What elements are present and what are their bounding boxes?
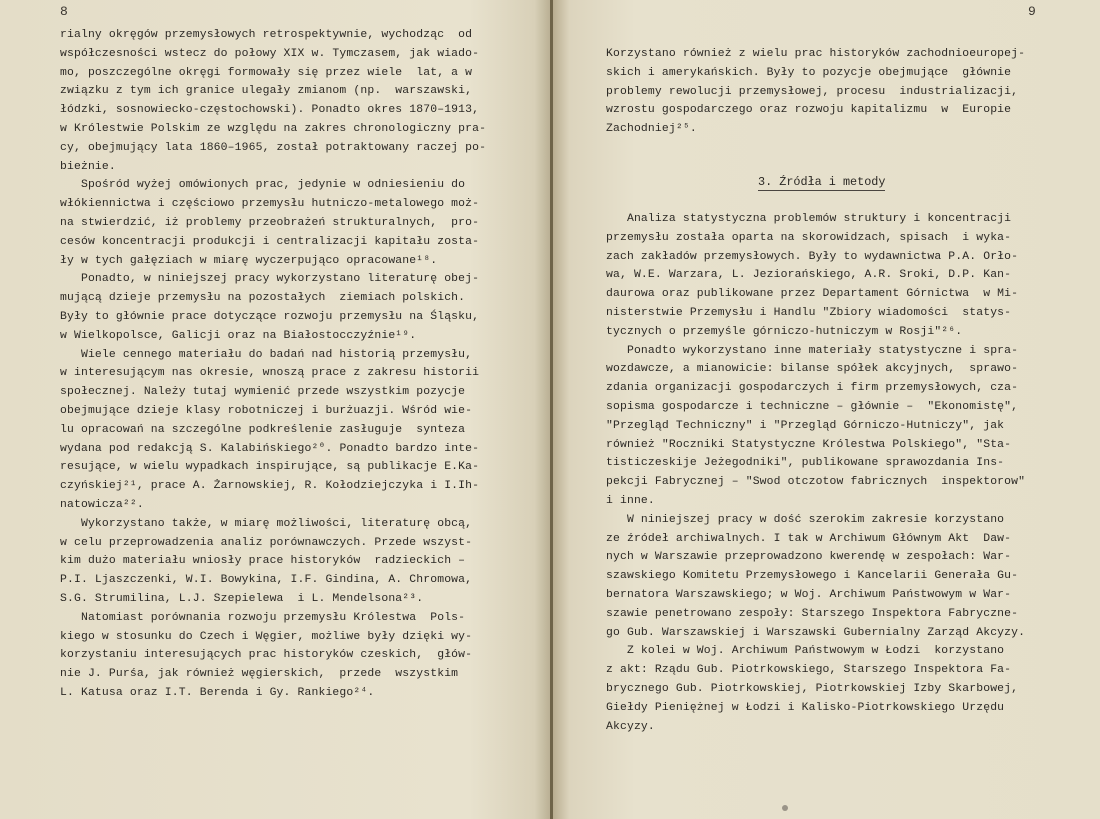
text-line: natowicza²².	[60, 498, 144, 511]
text-line: pekcji Fabrycznej – "Swod otczotow fabricznych inspektorow"	[606, 476, 1026, 489]
page-number: 9	[1028, 4, 1036, 19]
text-line: Spośród wyżej omówionych prac, jedynie w odniesieniu do	[60, 179, 466, 192]
text-line: Korzystano również z wielu prac historyków zachodnioeuropej-	[606, 48, 1026, 60]
section-heading: 3. Źródła i metody	[758, 175, 886, 189]
text-line: nisterstwie Przemysłu i Handlu "Zbiory wiadomości statys-	[606, 306, 1012, 319]
binding-dot	[782, 805, 788, 811]
text-line: resujące, w wielu wypadkach inspirujące, są publikacje E.Ka-	[60, 461, 480, 474]
text-line: skich i amerykańskich. Były to pozycje obejmujące głównie	[606, 66, 1012, 79]
text-line: Akcyzy.	[606, 720, 655, 733]
text-line: z akt: Rządu Gub. Piotrkowskiego, Starszego Inspektora Fa-	[606, 664, 1012, 677]
text-line: mo, poszczególne okręgi formowały się przez wiele lat, a w	[60, 66, 473, 79]
text-line: L. Katusa oraz I.T. Berenda i Gy. Rankiego²⁴.	[60, 686, 375, 699]
text-line: daurowa oraz publikowane przez Departament Górnictwa w Mi-	[606, 288, 1019, 301]
text-line: "Przegląd Techniczny" i "Przegląd Górniczo-Hutniczy", jak	[606, 419, 1005, 432]
text-line: nych w Warszawie przeprowadzono kwerendę w zespołach: War-	[606, 551, 1012, 564]
text-line: Natomiast porównania rozwoju przemysłu Królestwa Pols-	[60, 611, 466, 624]
text-line: Giełdy Pieniężnej w Łodzi i Kalisko-Piotrkowskiego Urzędu	[606, 701, 1005, 714]
text-line: lu opracowań na szczególne podkreślenie zasługuje synteza	[60, 423, 466, 436]
text-line: Były to głównie prace dotyczące rozwoju przemysłu na Śląsku,	[60, 310, 480, 323]
text-line: korzystaniu interesujących prac historyków czeskich, głów-	[60, 649, 473, 662]
text-line: przemysłu została oparta na skorowidzach, spisach i wyka-	[606, 231, 1012, 244]
text-line: łódzki, sosnowiecko-częstochowski). Ponadto okres 1870–1913,	[60, 104, 480, 117]
right-page-text-intro	[606, 45, 1046, 139]
text-line: zdania organizacji gospodarczych i firm przemysłowych, cza-	[606, 382, 1019, 395]
text-line: w Wielkopolsce, Galicji oraz na Białostocczyźnie¹⁹.	[60, 329, 417, 342]
text-line: również "Roczniki Statystyczne Królestwa Polskiego", "Sta-	[606, 438, 1012, 451]
text-line: Analiza statystyczna problemów struktury i koncentracji	[606, 213, 1012, 225]
text-line: Wykorzystano także, w miarę możliwości, literaturę obcą,	[60, 517, 473, 530]
text-line: sopisma gospodarcze i techniczne – głównie – "Ekonomistę",	[606, 400, 1019, 413]
text-line: kim dużo materiału wniosły prace historyków radzieckich –	[60, 555, 466, 568]
text-line: wydana pod redakcją S. Kalabińskiego²⁰. Ponadto bardzo inte-	[60, 442, 480, 455]
text-line: wzrostu gospodarczego oraz rozwoju kapitalizmu w Europie	[606, 104, 1012, 117]
text-line: kiego w stosunku do Czech i Węgier, możliwe były dzięki wy-	[60, 630, 473, 643]
text-line: cesów koncentracji produkcji i centralizacji kapitału zosta-	[60, 235, 480, 248]
text-line: szawie penetrowano zespoły: Starszego Inspektora Fabryczne-	[606, 607, 1019, 620]
text-line: ły w tych gałęziach w miarę wyczerpująco opracowane¹⁸.	[60, 254, 438, 267]
text-line: ze źródeł archiwalnych. I tak w Archiwum Głównym Akt Daw-	[606, 532, 1012, 545]
right-page-text-body	[606, 210, 1046, 736]
text-line: społecznej. Należy tutaj wymienić przede wszystkim pozycje	[60, 386, 466, 399]
text-line: i inne.	[606, 494, 655, 507]
text-line: bernatora Warszawskiego; w Woj. Archiwum Państwowym w War-	[606, 588, 1012, 601]
text-line: P.I. Ljaszczenki, W.I. Bowykina, I.F. Gindina, A. Chromowa,	[60, 574, 473, 587]
text-line: na stwierdzić, iż problemy przeobrażeń strukturalnych, pro-	[60, 216, 480, 229]
text-line: W niniejszej pracy w dość szerokim zakresie korzystano	[606, 513, 1005, 526]
text-line: w interesującym nas okresie, wnoszą prace z zakresu historii	[60, 367, 480, 380]
text-line: S.G. Strumilina, L.J. Szepielewa i L. Mendelsona²³.	[60, 592, 424, 605]
text-line: w celu przeprowadzenia analiz porównawczych. Przede wszyst-	[60, 536, 473, 549]
page-number: 8	[60, 4, 68, 19]
text-line: zach zakładów przemysłowych. Były to wydawnictwa P.A. Orło-	[606, 250, 1019, 263]
text-line: Ponadto, w niniejszej pracy wykorzystano literaturę obej-	[60, 273, 480, 286]
left-page-text	[60, 26, 545, 703]
text-line: Ponadto wykorzystano inne materiały statystyczne i spra-	[606, 344, 1019, 357]
text-line: w Królestwie Polskim ze względu na zakres chronologiczny pra-	[60, 122, 487, 135]
text-line: tisticzeskije Jeżegodniki", publikowane sprawozdania Ins-	[606, 457, 1005, 470]
text-line: bieżnie.	[60, 160, 116, 173]
text-line: rialny okręgów przemysłowych retrospektywnie, wychodząc od	[60, 29, 473, 41]
text-line: mującą dzieje przemysłu na pozostałych ziemiach polskich.	[60, 292, 466, 305]
text-line: Zachodniej²⁵.	[606, 123, 697, 136]
text-line: go Gub. Warszawskiej i Warszawski Gubernialny Zarząd Akcyzy.	[606, 626, 1026, 639]
text-line: cy, obejmujący lata 1860–1965, został potraktowany raczej po-	[60, 141, 487, 154]
text-line: nie J. Purśa, jak również węgierskich, przede wszystkim	[60, 668, 459, 681]
text-line: wozdawcze, a mianowicie: bilanse spółek akcyjnych, sprawo-	[606, 363, 1019, 376]
text-line: problemy rewolucji przemysłowej, procesu industrializacji,	[606, 85, 1019, 98]
text-line: czyńskiej²¹, prace A. Żarnowskiej, R. Kołodziejczyka i I.Ih-	[60, 480, 480, 493]
text-line: wa, W.E. Warzara, L. Jeziorańskiego, A.R. Sroki, D.P. Kan-	[606, 269, 1012, 282]
text-line: tycznych o przemyśle górniczo-hutniczym w Rosji"²⁶.	[606, 325, 963, 338]
text-line: obejmujące dzieje klasy robotniczej i burżuazji. Wśród wie-	[60, 404, 473, 417]
text-line: brycznego Gub. Piotrkowskiej, Piotrkowskiej Izby Skarbowej,	[606, 682, 1019, 695]
text-line: szawskiego Komitetu Przemysłowego i Kancelarii Generała Gu-	[606, 570, 1019, 583]
text-line: Wiele cennego materiału do badań nad historią przemysłu,	[60, 348, 473, 361]
text-line: związku z tym ich granice ulegały zmianom (np. warszawski,	[60, 85, 473, 98]
text-line: włókiennictwa i częściowo przemysłu hutniczo-metalowego moż-	[60, 198, 480, 211]
text-line: współczesności wstecz do połowy XIX w. Tymczasem, jak wiado-	[60, 47, 480, 60]
text-line: Z kolei w Woj. Archiwum Państwowym w Łodzi korzystano	[606, 645, 1005, 658]
